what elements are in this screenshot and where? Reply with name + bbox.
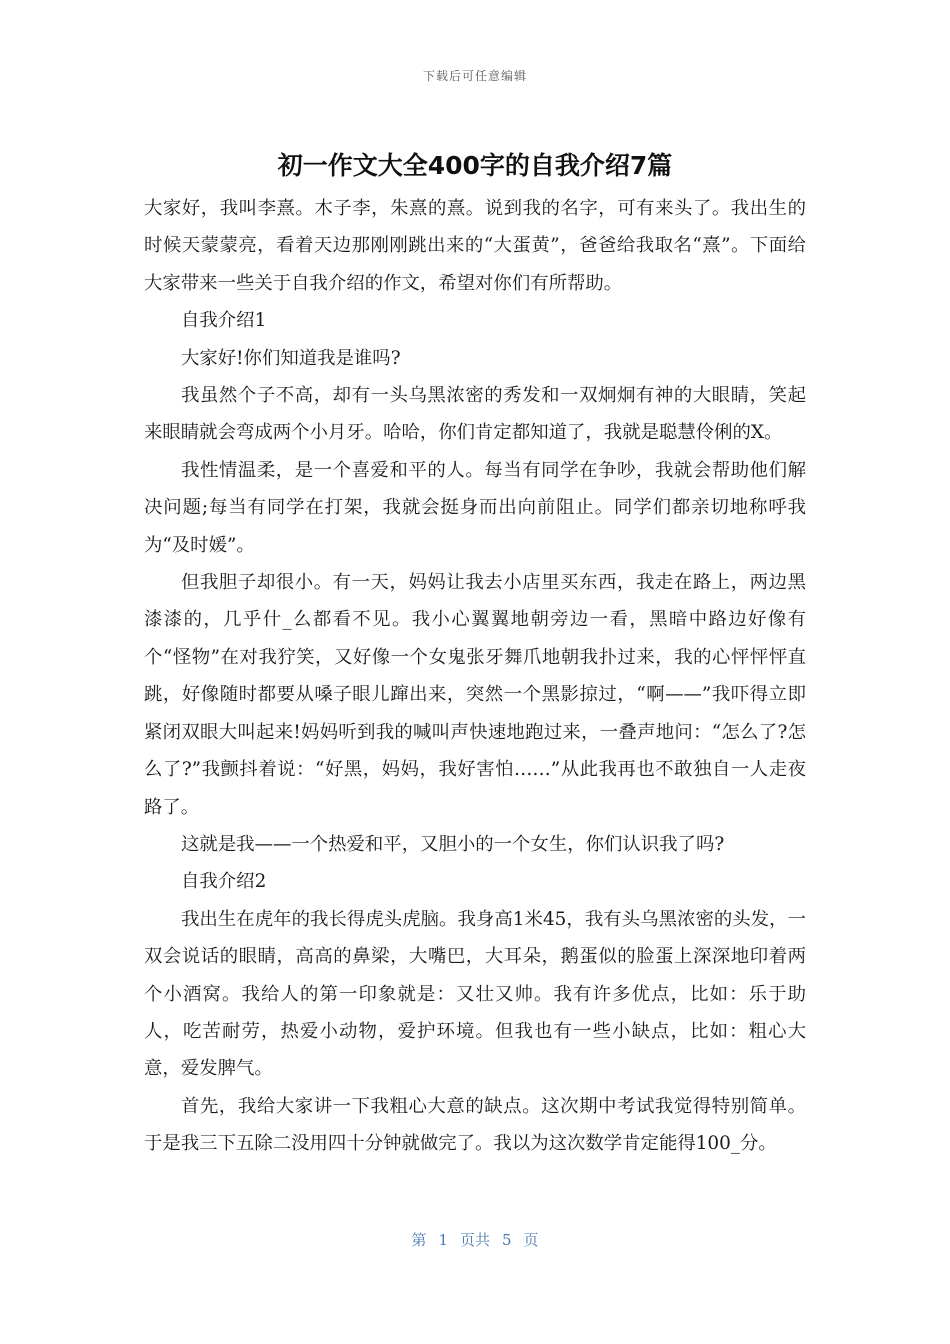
paragraph: 我出生在虎年的我长得虎头虎脑。我身高1米45，我有头乌黑浓密的头发，一双会说话的眼睛，高高的鼻梁，大嘴巴，大耳朵，鹅蛋似的脸蛋上深深地印着两个小酒窝。我给人的第一印象就是：又壮又帅。我有许多优点，比如：乐于助人，吃苦耐劳，热爱小动物，爱护环境。但我也有一些小缺点，比如：粗心大意，爱发脾气。 (144, 908, 806, 1080)
section-heading: 自我介绍2 (181, 871, 267, 893)
document-title: 初一作文大全400字的自我介绍7篇 (277, 151, 673, 180)
paragraph: 我性情温柔，是一个喜爱和平的人。每当有同学在争吵，我就会帮助他们解决问题;每当有同学在打架，我就会挺身而出向前阻止。同学们都亲切地称呼我为“及时媛”。 (144, 459, 806, 556)
page-label-prefix: 第 (411, 1231, 427, 1249)
paragraph: 首先，我给大家讲一下我粗心大意的缺点。这次期中考试我觉得特别简单。于是我三下五除二没用四十分钟就做完了。我以为这次数学肯定能得100_分。 (144, 1095, 806, 1155)
page-label-middle: 页共 (459, 1231, 490, 1249)
paragraph: 我虽然个子不高，却有一头乌黑浓密的秀发和一双炯炯有神的大眼睛，笑起来眼睛就会弯成两个小月牙。哈哈，你们肯定都知道了，我就是聪慧伶俐的X。 (144, 385, 806, 444)
paragraph: 这就是我——一个热爱和平，又胆小的一个女生，你们认识我了吗? (181, 833, 725, 855)
header-note: 下载后可任意编辑 (422, 69, 527, 83)
current-page-number: 1 (438, 1231, 448, 1249)
section-heading: 自我介绍1 (181, 310, 267, 332)
page-label-suffix: 页 (523, 1231, 539, 1249)
paragraph: 大家好!你们知道我是谁吗? (181, 347, 401, 369)
total-pages-number: 5 (502, 1231, 512, 1249)
paragraph: 大家好，我叫李熹。木子李，朱熹的熹。说到我的名字，可有来头了。我出生的时候天蒙蒙亮，看着天边那刚刚跳出来的“大蛋黄”，爸爸给我取名“熹”。下面给大家带来一些关于自我介绍的作文，希望对你们有所帮助。 (144, 198, 806, 294)
paragraph: 但我胆子却很小。有一天，妈妈让我去小店里买东西，我走在路上，两边黑漆漆的，几乎什_么都看不见。我小心翼翼地朝旁边一看，黑暗中路边好像有个“怪物”在对我狞笑，又好像一个女鬼张牙舞爪地朝我扑过来，我的心怦怦怦直跳，好像随时都要从嗓子眼儿蹿出来，突然一个黑影掠过，“啊——”我吓得立即紧闭双眼大叫起来!妈妈听到我的喊叫声快速地跑过来，一叠声地问：“怎么了?怎么了?”我颤抖着说：“好黑，妈妈，我好害怕……”从此我再也不敢独自一人走夜路了。 (144, 572, 806, 818)
document-body (144, 190, 806, 1163)
page-footer (0, 1229, 950, 1250)
